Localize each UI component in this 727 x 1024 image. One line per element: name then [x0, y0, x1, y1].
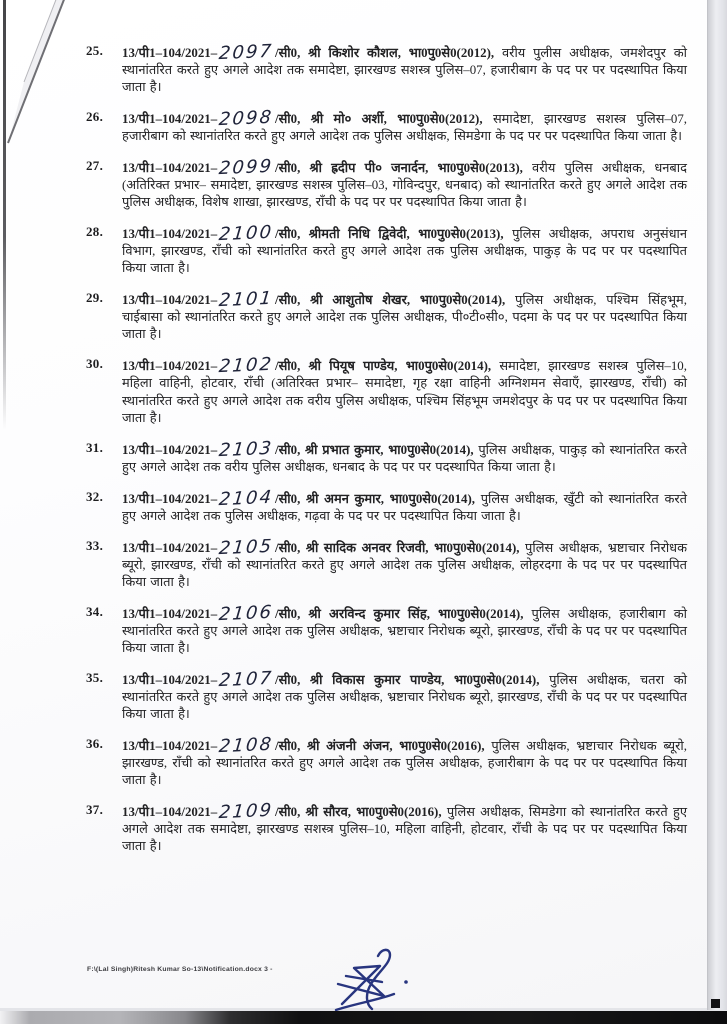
entry-text	[122, 601, 687, 657]
entry-text	[122, 155, 687, 211]
handwritten-number: 2105	[218, 535, 275, 559]
handwritten-number: 2097	[218, 40, 275, 65]
handwritten-number: 2107	[218, 667, 275, 692]
list-item	[86, 155, 687, 211]
list-item	[86, 667, 687, 723]
entry-details: पुलिस अधीक्षक, भ्रष्टाचार निरोधक ब्यूरो, झारखण्ड, राँची को स्थानांतरित करते हुए अगले आदेश तक पुलिस अधीक्षक, लोहरदगा के पद पर पर पदस्थापित किया जाता है।	[122, 540, 688, 589]
reference-suffix: /सी0,	[274, 46, 301, 60]
reference-text: 13/पी1–104/2021–	[122, 227, 218, 242]
handwritten-number: 2109	[218, 799, 275, 824]
reference-suffix: /सी0,	[274, 540, 301, 555]
page-corner-mark	[711, 999, 720, 1008]
reference-text: 13/पी1–104/2021–	[122, 112, 218, 127]
officer-name: श्री अमन कुमार, भा0पु0से0(2014),	[305, 491, 476, 506]
officer-name: श्री अंजनी अंजन, भा0पु0से0(2016),	[307, 738, 485, 753]
file-path-footer: F:\(Lal Singh)Ritesh Kumar So-13\Notification.docx 3 -	[87, 966, 273, 973]
handwritten-number: 2102	[218, 354, 275, 378]
officer-name: श्रीमती निधि द्विवेदी, भा0पु0से0(2013),	[308, 227, 504, 242]
entry-text	[122, 106, 687, 145]
officer-name: श्री सौरव, भा0पु0से0(2016),	[305, 805, 442, 820]
officer-name: श्री पियूष पाण्डेय, भा0पु0से0(2014),	[308, 359, 492, 374]
entry-number: 28.	[86, 224, 104, 240]
entry-number: 36.	[86, 735, 104, 751]
entry-details: पुलिस अधीक्षक, चतरा को स्थानांतरित करते हुए अगले आदेश तक पुलिस अधीक्षक, भ्रष्टाचार निरोधक ब्यूरो, झारखण्ड, राँची के पद पर पर पदस्थापित किया जाता है।	[122, 672, 687, 721]
reference-text: 13/पी1–104/2021–	[122, 46, 218, 60]
reference-text: 13/पी1–104/2021–	[122, 293, 218, 308]
entry-text	[122, 799, 687, 855]
list-item	[86, 799, 687, 855]
entry-number: 25.	[86, 43, 104, 58]
handwritten-number: 2106	[218, 601, 275, 625]
entry-number: 34.	[86, 603, 104, 619]
officer-name: श्री प्रभात कुमार, भा0पु0से0(2014),	[305, 442, 474, 457]
list-item	[86, 535, 688, 591]
entry-text	[122, 486, 687, 525]
entry-number: 27.	[86, 158, 104, 174]
entry-details: पुलिस अधीक्षक, पाकुड़ को स्थानांतरित करते हुए अगले आदेश तक वरीय पुलिस अधीक्षक, धनबाद के पद पर पर पदस्थापित किया जाता है।	[122, 442, 687, 474]
photo-background-right	[707, 0, 727, 1010]
officer-name: श्री मो० अर्शी, भा0पु0से0(2012),	[310, 112, 483, 127]
list-item	[86, 106, 687, 145]
reference-text: 13/पी1–104/2021–	[122, 359, 218, 374]
entry-text	[122, 733, 687, 789]
list-item	[86, 224, 687, 277]
entry-details: पुलिस अधीक्षक, हजारीबाग को स्थानांतरित करते हुए अगले आदेश तक पुलिस अधीक्षक, भ्रष्टाचार निरोधक ब्यूरो, झारखण्ड, राँची के पद पर पर पदस्थापित किया जाता है।	[122, 606, 687, 655]
entry-text	[122, 224, 687, 277]
reference-suffix: /सी0,	[274, 606, 301, 621]
reference-suffix: /सी0,	[274, 491, 301, 506]
officer-name: श्री किशोर कौशल, भा0पु0से0(2012),	[308, 46, 495, 60]
entry-number: 31.	[86, 439, 104, 455]
officer-name: श्री सादिक अनवर रिजवी, भा0पु0से0(2014),	[305, 540, 520, 555]
reference-text: 13/पी1–104/2021–	[122, 738, 218, 753]
reference-text: 13/पी1–104/2021–	[122, 672, 218, 687]
reference-suffix: /सी0,	[274, 293, 301, 308]
reference-suffix: /सी0,	[274, 112, 301, 127]
reference-text: 13/पी1–104/2021–	[122, 805, 218, 820]
officer-name: श्री अरविन्द कुमार सिंह, भा0पु0से0(2014),	[308, 606, 524, 621]
list-item	[86, 356, 687, 426]
officer-name: श्री आशुतोष शेखर, भा0पु0से0(2014),	[310, 293, 506, 308]
list-item	[86, 733, 687, 789]
entry-details: पुलिस अधीक्षक, खुँटी को स्थानांतरित करते हुए अगले आदेश तक पुलिस अधीक्षक, गढ़वा के पद पर पर पदस्थापित किया जाता है।	[122, 491, 687, 523]
list-item	[86, 601, 687, 657]
entry-details: वरीय पुलीस अधीक्षक, जमशेदपुर को स्थानांतरित करते हुए अगले आदेश तक समादेष्टा, झारखण्ड सशस्त्र पुलिस–07, हजारीबाग के पद पर पर पदस्थापित किया जाता है।	[122, 46, 687, 95]
entry-text	[122, 290, 687, 343]
reference-text: 13/पी1–104/2021–	[122, 161, 218, 176]
reference-suffix: /सी0,	[274, 359, 301, 374]
entry-details: पुलिस अधीक्षक, अपराध अनुसंधान विभाग, झारखण्ड, राँची को स्थानांतरित करते हुए अगले आदेश तक पुलिस अधीक्षक, पाकुड़ के पद पर पर पदस्थापित किया जाता है।	[122, 227, 687, 276]
list-item	[86, 486, 687, 525]
list-item	[86, 40, 687, 96]
reference-suffix: /सी0,	[274, 805, 301, 820]
entry-number: 30.	[86, 356, 104, 372]
handwritten-number: 2098	[218, 106, 275, 131]
list-item	[86, 437, 687, 476]
entry-text	[122, 40, 687, 96]
entry-text	[122, 535, 688, 591]
signature-scribble	[326, 946, 414, 1016]
entry-number: 26.	[86, 109, 104, 125]
entry-details: पुलिस अधीक्षक, सिमडेगा को स्थानांतरित करते हुए अगले आदेश तक समादेष्टा, झारखण्ड सशस्त्र पुलिस–10, महिला वाहिनी, होटवार, राँची के पद पर पर पदस्थापित किया जाता है।	[122, 805, 687, 854]
entry-details: समादेष्टा, झारखण्ड सशस्त्र पुलिस–07, हजारीबाग को स्थानांतरित करते हुए अगले आदेश तक पुलिस अधीक्षक, सिमडेगा के पद पर पर पदस्थापित किया जाता है।	[122, 112, 687, 144]
handwritten-number: 2104	[218, 486, 275, 510]
reference-suffix: /सी0,	[274, 672, 301, 687]
officer-name: श्री विकास कुमार पाण्डेय, भा0पु0से0(2014),	[309, 672, 540, 687]
entry-text	[122, 437, 687, 476]
handwritten-number: 2099	[218, 155, 275, 180]
reference-suffix: /सी0,	[274, 227, 301, 242]
handwritten-number: 2101	[218, 288, 275, 312]
reference-suffix: /सी0,	[274, 161, 301, 176]
reference-text: 13/पी1–104/2021–	[122, 491, 218, 506]
entry-details: वरीय पुलिस अधीक्षक, धनबाद (अतिरिक्त प्रभार– समादेष्टा, झारखण्ड सशस्त्र पुलिस–03, गोविन्दपुर, धनबाद) को स्थानांतरित करते हुए अगले आदेश तक पुलिस अधीक्षक, विशेष शाखा, झारखण्ड, राँची के पद पर पर पदस्थापित किया जाता है।	[122, 161, 687, 210]
entry-number: 33.	[86, 537, 104, 553]
reference-text: 13/पी1–104/2021–	[122, 442, 218, 457]
reference-suffix: /सी0,	[274, 738, 301, 753]
handwritten-number: 2100	[218, 222, 275, 246]
officer-name: श्री ह्रदीप पी० जनार्दन, भा0पु0से0(2013),	[309, 161, 523, 176]
entry-number: 32.	[86, 488, 104, 504]
reference-text: 13/पी1–104/2021–	[122, 540, 218, 555]
entry-number: 35.	[86, 669, 104, 685]
reference-text: 13/पी1–104/2021–	[122, 606, 218, 621]
handwritten-number: 2108	[218, 733, 275, 758]
entry-text	[122, 667, 687, 723]
entry-details: पुलिस अधीक्षक, पश्चिम सिंहभूम, चाईबासा को स्थानांतरित करते हुए अगले आदेश तक पुलिस अधीक्षक, पी०टी०सी०, पदमा के पद पर पर पदस्थापित किया जाता है।	[122, 293, 687, 342]
entry-details: समादेष्टा, झारखण्ड सशस्त्र पुलिस–10, महिला वाहिनी, होटवार, राँची (अतिरिक्त प्रभार– समादेष्टा, गृह रक्षा वाहिनी अग्निशमन सेवाएँ, झारखण्ड, राँची) को स्थानांतरित करते हुए अगले आदेश तक वरीय पुलिस अधीक्षक, पश्चिम सिंहभूम जमशेदपुर के पद पर पर पदस्थापित किया जाता है।	[122, 359, 687, 425]
photo-background-bottom	[0, 1011, 727, 1024]
entry-details: पुलिस अधीक्षक, भ्रष्टाचार निरोधक ब्यूरो, झारखण्ड, राँची को स्थानांतरित करते हुए अगले आदेश तक पुलिस अधीक्षक, हजारीबाग के पद पर पर पदस्थापित किया जाता है।	[122, 738, 687, 788]
entry-text	[122, 356, 687, 426]
handwritten-number: 2103	[218, 437, 275, 461]
entry-number: 37.	[86, 802, 104, 818]
entry-number: 29.	[86, 290, 104, 306]
reference-suffix: /सी0,	[274, 442, 301, 457]
list-item	[86, 290, 687, 343]
